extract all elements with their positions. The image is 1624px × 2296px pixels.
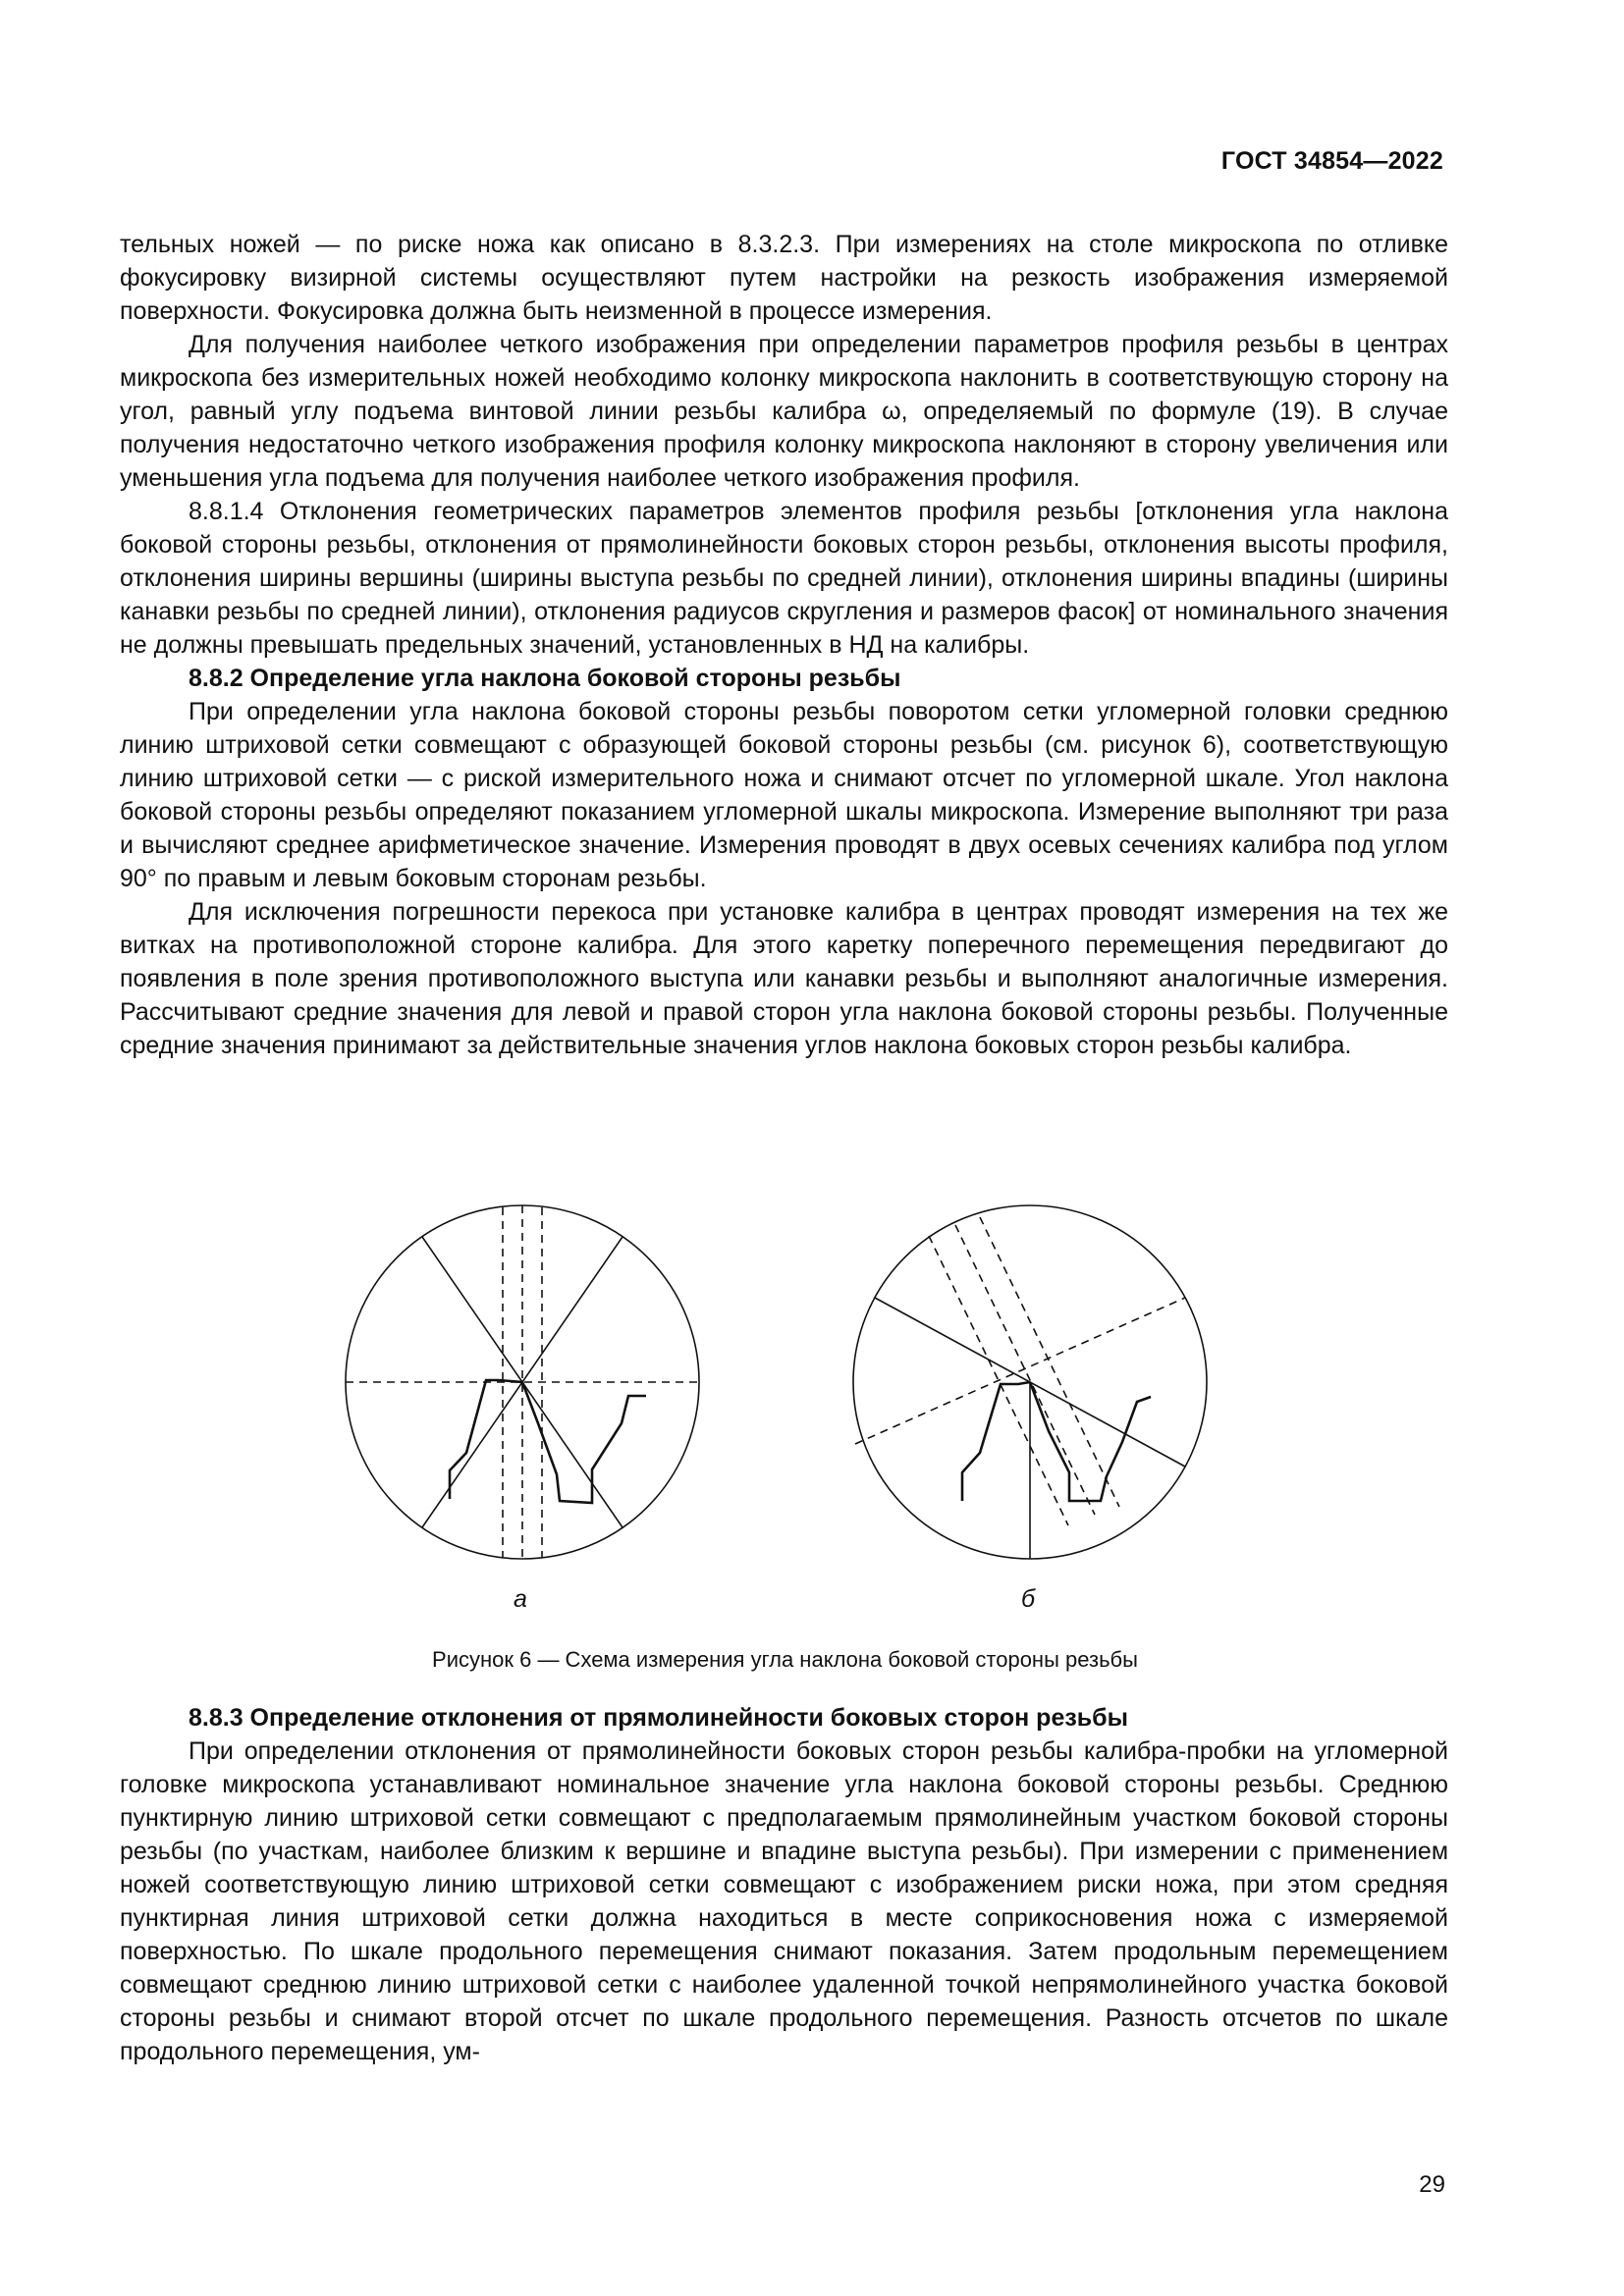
paragraph: При определении угла наклона боковой стороны резьбы поворотом сетки угломерной головки среднюю линию штриховой сетки совмещают с образующей боковой стороны резьбы (см. рисунок 6), соответствующую линию штриховой сетки — с риской измерительного ножа и снимают отсчет по угломерной шкале. Угол наклона боковой стороны резьбы определяют показанием угломерной шкалы микроскопа. Измерение выполняют три раза и вычисляют среднее арифметическое значение. Измерения проводят в двух осевых сечениях калибра под углом 90° по правым и левым боковым сторонам резьбы.: [120, 698, 1448, 892]
paragraph: 8.8.1.4 Отклонения геометрических параметров элементов профиля резьбы [отклонения угла наклона боковой стороны резьбы, отклонения от прямолинейности боковых сторон резьбы, отклонения высоты профиля, отклонения ширины вершины (ширины выступа резьбы по средней линии), отклонения ширины впадины (ширины канавки резьбы по средней линии), отклонения радиусов скругления и размеров фасок] от номинального значения не должны превышать предельных значений, установленных в НД на калибры.: [120, 498, 1448, 659]
dashed-lines-b: [855, 1217, 1185, 1525]
document-header: ГОСТ 34854—2022: [1220, 147, 1443, 175]
figure-6-drawing: [334, 1188, 1218, 1620]
section-heading: 8.8.2 Определение угла наклона боковой стороны резьбы: [189, 665, 901, 692]
page-number: 29: [1419, 2171, 1445, 2198]
figure-label-b: б: [1021, 1585, 1036, 1613]
thread-profile-a-left: [450, 1380, 499, 1499]
thread-profile-b-right: [1030, 1382, 1151, 1501]
thread-profile-a-right: [499, 1380, 646, 1503]
figure-label-a: а: [514, 1585, 527, 1613]
diagram-a: [346, 1205, 699, 1559]
diagram-b: [853, 1205, 1207, 1559]
text-block-bottom: [120, 1701, 1448, 2068]
paragraph: тельных ножей — по риске ножа как описано в 8.3.2.3. При измерениях на столе микроскопа по отливке фокусировку визирной системы осуществляют путем настройки на резкость изображения измеряемой поверхности. Фокусировка должна быть неизменной в процессе измерения.: [120, 231, 1448, 325]
paragraph: Для исключения погрешности перекоса при установке калибра в центрах проводят измерения на тех же витках на противоположной стороне калибра. Для этого каретку поперечного перемещения передвигают до появления в поле зрения противоположного выступа или канавки резьбы и выполняют аналогичные измерения. Рассчитывают средние значения для левой и правой сторон угла наклона боковой стороны резьбы. Полученные средние значения принимают за действительные значения углов наклона боковых сторон резьбы калибра.: [120, 898, 1448, 1059]
section-heading: 8.8.3 Определение отклонения от прямолинейности боковых сторон резьбы: [189, 1704, 1128, 1732]
paragraph: Для получения наиболее четкого изображения при определении параметров профиля резьбы в центрах микроскопа без измерительных ножей необходимо колонку микроскопа наклонить в соответствующую сторону на угол, равный углу подъема винтовой линии резьбы калибра ω, определяемый по формуле (19). В случае получения недостаточно четкого изображения профиля колонку микроскопа наклоняют в сторону увеличения или уменьшения угла подъема для получения наиболее четкого изображения профиля.: [120, 331, 1448, 492]
figure-caption: Рисунок 6 — Схема измерения угла наклона боковой стороны резьбы: [432, 1647, 1138, 1672]
text-block-top: [120, 228, 1448, 1062]
figure-6: [334, 1188, 1218, 1620]
thread-profile-b-left: [962, 1382, 1030, 1501]
paragraph: При определении отклонения от прямолинейности боковых сторон резьбы калибра-пробки на угломерной головке микроскопа устанавливают номинальное значение угла наклона боковой стороны резьбы. Среднюю пунктирную линию штриховой сетки совмещают с предполагаемым прямолинейным участком боковой стороны резьбы (по участкам, наиболее близким к вершине и впадине выступа резьбы). При измерении с применением ножей соответствующую линию штриховой сетки совмещают с изображением риски ножа, при этом средняя пунктирная линия штриховой сетки должна находиться в месте соприкосновения ножа с измеряемой поверхностью. По шкале продольного перемещения снимают показания. Затем продольным перемещением совмещают среднюю линию штриховой сетки с наиболее удаленной точкой непрямолинейного участка боковой стороны резьбы и снимают второй отсчет по шкале продольного перемещения. Разность отсчетов по шкале продольного перемещения, ум-: [120, 1737, 1448, 2065]
